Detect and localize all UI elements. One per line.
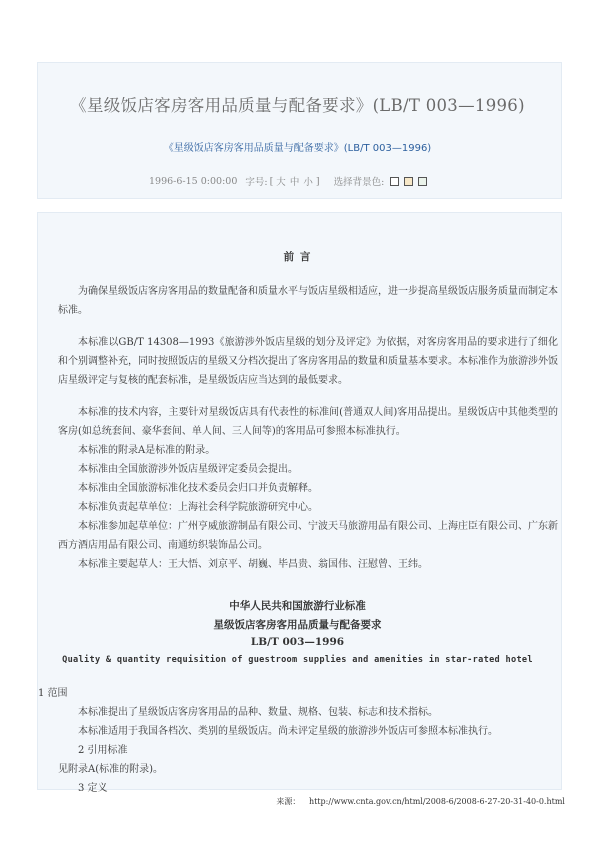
bg-color-label: 选择背景色:: [333, 177, 385, 188]
font-size-small-link[interactable]: 小: [303, 177, 313, 188]
source-label: 来源：: [276, 797, 301, 806]
section-heading: 3 定义: [78, 783, 108, 794]
publish-date: 1996-6-15 0:00:00: [149, 175, 238, 187]
bg-color-green-swatch[interactable]: [418, 177, 427, 186]
section-paragraph: 本标准适用于我国各档次、类别的星级饭店。尚未评定星级的旅游涉外饭店可参照本标准执行。: [78, 726, 498, 737]
preface-paragraph: 本标准的技术内容，主要针对星级饭店具有代表性的标准间(普通双人间)客用品提出。星级饭店中其他类型的客房(如总统套间、豪华套间、单人间、三人间等)的客用品可参照本标准执行。: [58, 407, 558, 437]
preface-paragraph: 本标准以GB/T 14308—1993《旅游涉外饭店星级的划分及评定》为依据，对客房客用品的要求进行了细化和个别调整补充，同时按照饭店的星级又分档次提出了客房客用品的数量和质量基本要求。本标准作为旅游涉外饭店星级评定与复核的配套标准，是星级饭店应当达到的最低要求。: [58, 337, 558, 386]
standard-name: 星级饭店客房客用品质量与配备要求: [213, 619, 382, 631]
page-subtitle: 《星级饭店客房客用品质量与配备要求》(LB/T 003—1996): [163, 143, 432, 154]
article-meta: [149, 174, 427, 188]
page-title: 《星级饭店客房客用品质量与配备要求》(LB/T 003—1996): [70, 96, 525, 115]
section-heading: 2 引用标准: [78, 745, 128, 756]
font-size-large-link[interactable]: 大: [276, 177, 286, 188]
font-size-bracket-open: [: [269, 175, 274, 187]
source-url-link[interactable]: http://www.cnta.gov.cn/html/2008-6/2008-6-27-20-31-40-0.html: [308, 797, 565, 806]
preface-paragraph: 为确保星级饭店客房客用品的数量配备和质量水平与饭店星级相适应，进一步提高星级饭店服务质量而制定本标准。: [58, 286, 558, 316]
preface-paragraph: 本标准参加起草单位：广州亨威旅游制品有限公司、宁波天马旅游用品有限公司、上海庄臣有限公司、广东新西方酒店用品有限公司、南通纺织装饰品公司。: [58, 521, 558, 551]
standard-english-title: Quality & quantity requisition of guestroom supplies and amenities in star-rated hotel: [62, 655, 533, 665]
source-footer: [276, 796, 565, 807]
standard-org: 中华人民共和国旅游行业标准: [229, 600, 366, 612]
bg-color-white-swatch[interactable]: [390, 177, 399, 186]
section-paragraph: 见附录A(标准的附录)。: [58, 764, 164, 775]
section-paragraph: 本标准提出了星级饭店客房客用品的品种、数量、规格、包装、标志和技术指标。: [78, 707, 438, 718]
preface-paragraph: 本标准由全国旅游标准化技术委员会归口并负责解释。: [78, 483, 318, 494]
preface-paragraph: 本标准的附录A是标准的附录。: [78, 445, 216, 456]
standard-code: LB/T 003—1996: [250, 636, 345, 648]
font-size-label: 字号:: [245, 177, 268, 188]
preface-heading: 前 言: [283, 251, 312, 263]
preface-paragraph: 本标准主要起草人：王大悟、刘京平、胡巍、毕昌贵、翁国伟、汪慰曾、王纬。: [78, 559, 428, 570]
preface-paragraph: 本标准负责起草单位：上海社会科学院旅游研究中心。: [78, 502, 318, 513]
section-heading: 1 范围: [38, 688, 68, 699]
font-size-medium-link[interactable]: 中: [289, 177, 300, 188]
preface-paragraph: 本标准由全国旅游涉外饭店星级评定委员会提出。: [78, 464, 298, 475]
font-size-bracket-close: ]: [315, 175, 320, 187]
bg-color-beige-swatch[interactable]: [404, 177, 413, 186]
